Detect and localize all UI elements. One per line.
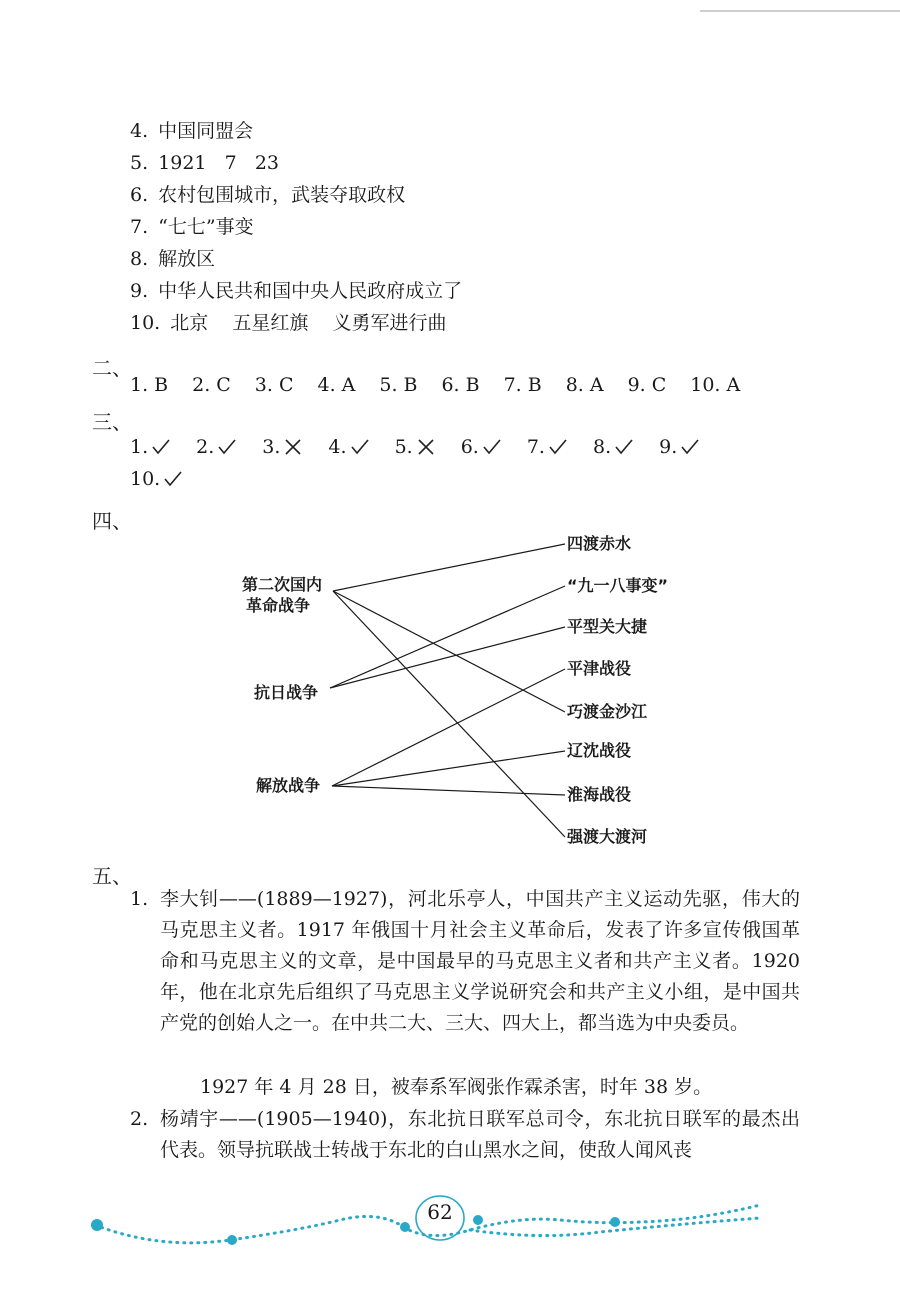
answer-number: 6. [441,374,460,396]
right-label: 平津战役 [567,659,632,678]
match-line [333,591,565,837]
section5-p2-text: 杨靖宇——(1905—1940)，东北抗日联军总司令，东北抗日联军的最杰出代表。领导抗联战士转战于东北的白山黑水之间，使敌人闻风丧 [160,1108,800,1161]
section2-heading: 二、 [92,356,132,380]
section3-heading: 三、 [92,410,132,434]
section5-p1-text: 李大钊——(1889—1927)，河北乐亭人，中国共产主义运动先驱，伟大的马克思主义者。1917 年俄国十月社会主义革命后，发表了许多宣传俄国革命和马克思主义的文章，是中国最早的马克思主义者和共产主义者。1920 年，他在北京先后组织了马克思主义学说研究会和共产主义小组，是中国共产党的创始人之一。在中共二大、三大、四大上，都当选为中央委员。 [160,888,800,1034]
answer-number: 7. [526,436,545,458]
match-line [332,786,565,795]
item-text: 中华人民共和国中央人民政府成立了 [158,280,463,302]
answer-number: 1. [130,374,149,396]
item-number: 5. [130,152,149,174]
left-label: 第二次国内 [242,575,323,594]
item-text: 解放区 [158,248,216,270]
right-label: “九一八事变” [567,576,669,595]
decor-dot [473,1215,483,1225]
answer-number: 10. [130,468,161,490]
answer-number: 8. [592,436,612,458]
section5-p1-num: 1. [130,888,149,910]
answer-letter: A [341,374,356,396]
match-line [330,586,565,688]
answer-number: 4. [317,374,336,396]
match-line [330,627,565,688]
right-label: 强渡大渡河 [567,827,648,846]
footer-decoration [0,1180,900,1291]
answer-letter: A [589,374,604,396]
answer-letter: C [216,374,231,396]
answer-number: 7. [503,374,522,396]
item-text: 北京 五星红旗 义勇军进行曲 [170,312,447,334]
right-label: 淮海战役 [567,785,632,804]
item-number: 10. [130,312,161,334]
right-label: 辽沈战役 [567,741,632,760]
item-number: 4. [130,120,149,142]
item-text: “七七”事变 [158,216,254,238]
decor-dot [227,1235,237,1245]
answer-number: 6. [460,436,479,458]
right-label: 巧渡金沙江 [567,702,648,721]
answer-number: 2. [196,436,215,458]
answer-number: 3. [254,374,273,396]
answer-number: 9. [659,436,678,458]
answer-letter: C [278,374,294,396]
answer-number: 5. [394,436,413,458]
left-label: 革命战争 [246,596,311,615]
answer-number: 8. [565,374,584,396]
decor-dot [400,1222,410,1232]
answer-letter: B [465,374,480,396]
answer-letter: B [154,374,169,396]
left-label: 抗日战争 [254,683,319,702]
section5-p1-extra: 1927 年 4 月 28 日，被奉系军阀张作霖杀害，时年 38 岁。 [200,1076,713,1098]
decor-dot [610,1217,620,1227]
section5-p2-num: 2. [130,1108,149,1130]
item-number: 9. [130,280,149,302]
answer-number: 4. [328,436,347,458]
right-label: 四渡赤水 [567,534,632,553]
item-number: 7. [130,216,149,238]
section5-heading: 五、 [92,864,132,888]
section4-heading: 四、 [92,509,132,533]
match-line [333,544,565,591]
answer-number: 1. [130,436,149,458]
item-number: 8. [130,248,149,270]
item-number: 6. [130,184,149,206]
item-text: 农村包围城市，武装夺取政权 [158,184,406,206]
decor-dot [91,1219,103,1231]
answer-number: 9. [627,374,646,396]
answer-letter: A [726,374,741,396]
answer-letter: B [527,374,542,396]
item-text: 1921 7 23 [158,152,279,174]
left-label: 解放战争 [256,776,321,795]
answer-number: 10. [690,374,721,396]
page-number: 62 [427,1200,453,1224]
right-label: 平型关大捷 [567,617,648,636]
answer-number: 5. [379,374,398,396]
answer-letter: C [651,374,667,396]
answer-number: 3. [262,436,281,458]
match-line [333,591,565,712]
answer-letter: B [403,374,418,396]
answer-number: 2. [192,374,211,396]
item-text: 中国同盟会 [158,120,254,142]
